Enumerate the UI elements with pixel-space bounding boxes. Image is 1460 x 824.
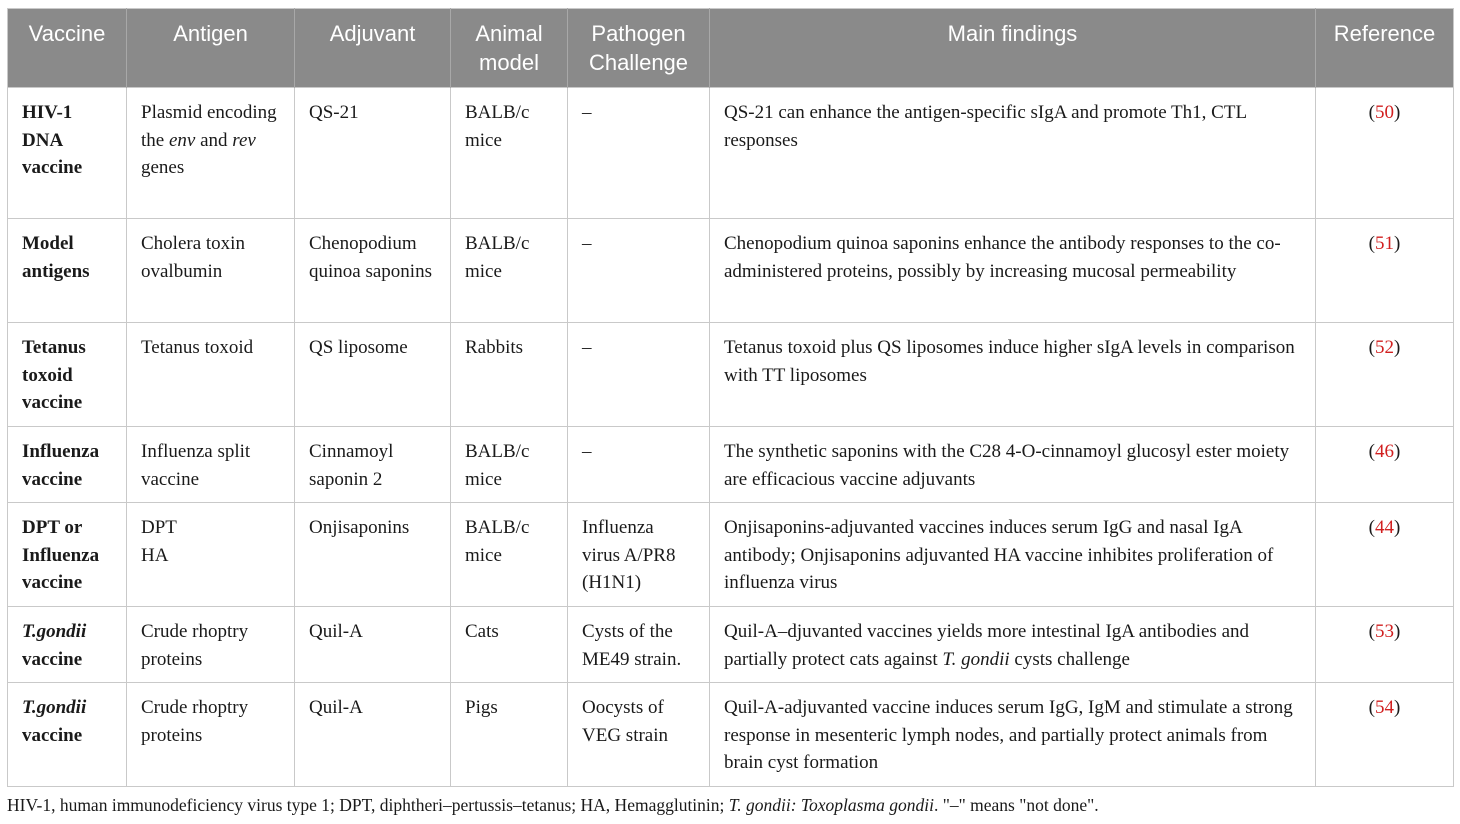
cell-findings: QS-21 can enhance the antigen-specific sIgA and promote Th1, CTL responses — [710, 88, 1316, 219]
table-row — [8, 607, 1454, 683]
cell-animal-model: BALB/c mice — [451, 427, 568, 503]
cell-antigen: Plasmid encoding the env and rev genes — [127, 88, 295, 219]
cell-vaccine: HIV-1 DNA vaccine — [8, 88, 127, 219]
cell-adjuvant: Cinnamoyl saponin 2 — [295, 427, 451, 503]
cell-vaccine: T.gondii vaccine — [8, 607, 127, 683]
cell-reference: (51) — [1316, 219, 1454, 323]
header-adjuvant: Adjuvant — [295, 9, 451, 88]
cell-animal-model: BALB/c mice — [451, 88, 568, 219]
header-animal-model: Animal model — [451, 9, 568, 88]
header-pathogen-challenge: Pathogen Challenge — [568, 9, 710, 88]
cell-findings: Onjisaponins-adjuvanted vaccines induces serum IgG and nasal IgA antibody; Onjisaponins adjuvanted HA vaccine inhibites proliferation of influenza virus — [710, 503, 1316, 607]
table-row — [8, 427, 1454, 503]
header-reference: Reference — [1316, 9, 1454, 88]
cell-antigen: Crude rhoptry proteins — [127, 607, 295, 683]
cell-challenge: – — [568, 427, 710, 503]
cell-findings: Tetanus toxoid plus QS liposomes induce higher sIgA levels in comparison with TT liposomes — [710, 323, 1316, 427]
cell-challenge: – — [568, 88, 710, 219]
cell-reference: (50) — [1316, 88, 1454, 219]
cell-adjuvant: Quil-A — [295, 683, 451, 787]
cell-antigen: Cholera toxin ovalbumin — [127, 219, 295, 323]
cell-adjuvant: Chenopodium quinoa saponins — [295, 219, 451, 323]
cell-challenge: Oocysts of VEG strain — [568, 683, 710, 787]
cell-reference: (46) — [1316, 427, 1454, 503]
cell-vaccine: Model antigens — [8, 219, 127, 323]
reference-link[interactable]: 52 — [1375, 337, 1394, 358]
reference-link[interactable]: 53 — [1375, 621, 1394, 642]
reference-link[interactable]: 54 — [1375, 697, 1394, 718]
cell-reference: (44) — [1316, 503, 1454, 607]
cell-findings: Quil-A-adjuvanted vaccine induces serum IgG, IgM and stimulate a strong response in mesenteric lymph nodes, and partially protect animals from brain cyst formation — [710, 683, 1316, 787]
table-row — [8, 503, 1454, 607]
cell-antigen: DPT HA — [127, 503, 295, 607]
table-row — [8, 683, 1454, 787]
header-main-findings: Main findings — [710, 9, 1316, 88]
header-antigen: Antigen — [127, 9, 295, 88]
cell-vaccine: Influenza vaccine — [8, 427, 127, 503]
table-row — [8, 88, 1454, 219]
cell-adjuvant: Quil-A — [295, 607, 451, 683]
cell-animal-model: BALB/c mice — [451, 219, 568, 323]
cell-reference: (53) — [1316, 607, 1454, 683]
cell-animal-model: BALB/c mice — [451, 503, 568, 607]
cell-challenge: Cysts of the ME49 strain. — [568, 607, 710, 683]
cell-challenge: Influenza virus A/PR8 (H1N1) — [568, 503, 710, 607]
reference-link[interactable]: 46 — [1375, 441, 1394, 462]
reference-link[interactable]: 44 — [1375, 517, 1394, 538]
header-row — [8, 9, 1454, 88]
table-footnote: HIV-1, human immunodeficiency virus type 1; DPT, diphtheri–pertussis–tetanus; HA, Hemagglutinin; T. gondii: Toxoplasma gondii. "–" means "not done". — [7, 795, 1099, 815]
cell-vaccine: DPT or Influenza vaccine — [8, 503, 127, 607]
reference-link[interactable]: 51 — [1375, 233, 1394, 254]
cell-antigen: Influenza split vaccine — [127, 427, 295, 503]
cell-animal-model: Cats — [451, 607, 568, 683]
cell-vaccine: T.gondii vaccine — [8, 683, 127, 787]
cell-findings: Chenopodium quinoa saponins enhance the antibody responses to the co-administered proteins, possibly by increasing mucosal permeability — [710, 219, 1316, 323]
header-vaccine: Vaccine — [8, 9, 127, 88]
cell-findings: Quil-A–djuvanted vaccines yields more intestinal IgA antibodies and partially protect cats against T. gondii cysts challenge — [710, 607, 1316, 683]
vaccine-table — [7, 8, 1454, 787]
cell-reference: (52) — [1316, 323, 1454, 427]
cell-adjuvant: Onjisaponins — [295, 503, 451, 607]
cell-animal-model: Pigs — [451, 683, 568, 787]
cell-adjuvant: QS-21 — [295, 88, 451, 219]
cell-challenge: – — [568, 219, 710, 323]
cell-challenge: – — [568, 323, 710, 427]
cell-antigen: Crude rhoptry proteins — [127, 683, 295, 787]
reference-link[interactable]: 50 — [1375, 102, 1394, 123]
table-row — [8, 219, 1454, 323]
cell-adjuvant: QS liposome — [295, 323, 451, 427]
table-row — [8, 323, 1454, 427]
cell-antigen: Tetanus toxoid — [127, 323, 295, 427]
cell-vaccine: Tetanus toxoid vaccine — [8, 323, 127, 427]
cell-animal-model: Rabbits — [451, 323, 568, 427]
cell-findings: The synthetic saponins with the C28 4-O-cinnamoyl glucosyl ester moiety are efficacious vaccine adjuvants — [710, 427, 1316, 503]
cell-reference: (54) — [1316, 683, 1454, 787]
